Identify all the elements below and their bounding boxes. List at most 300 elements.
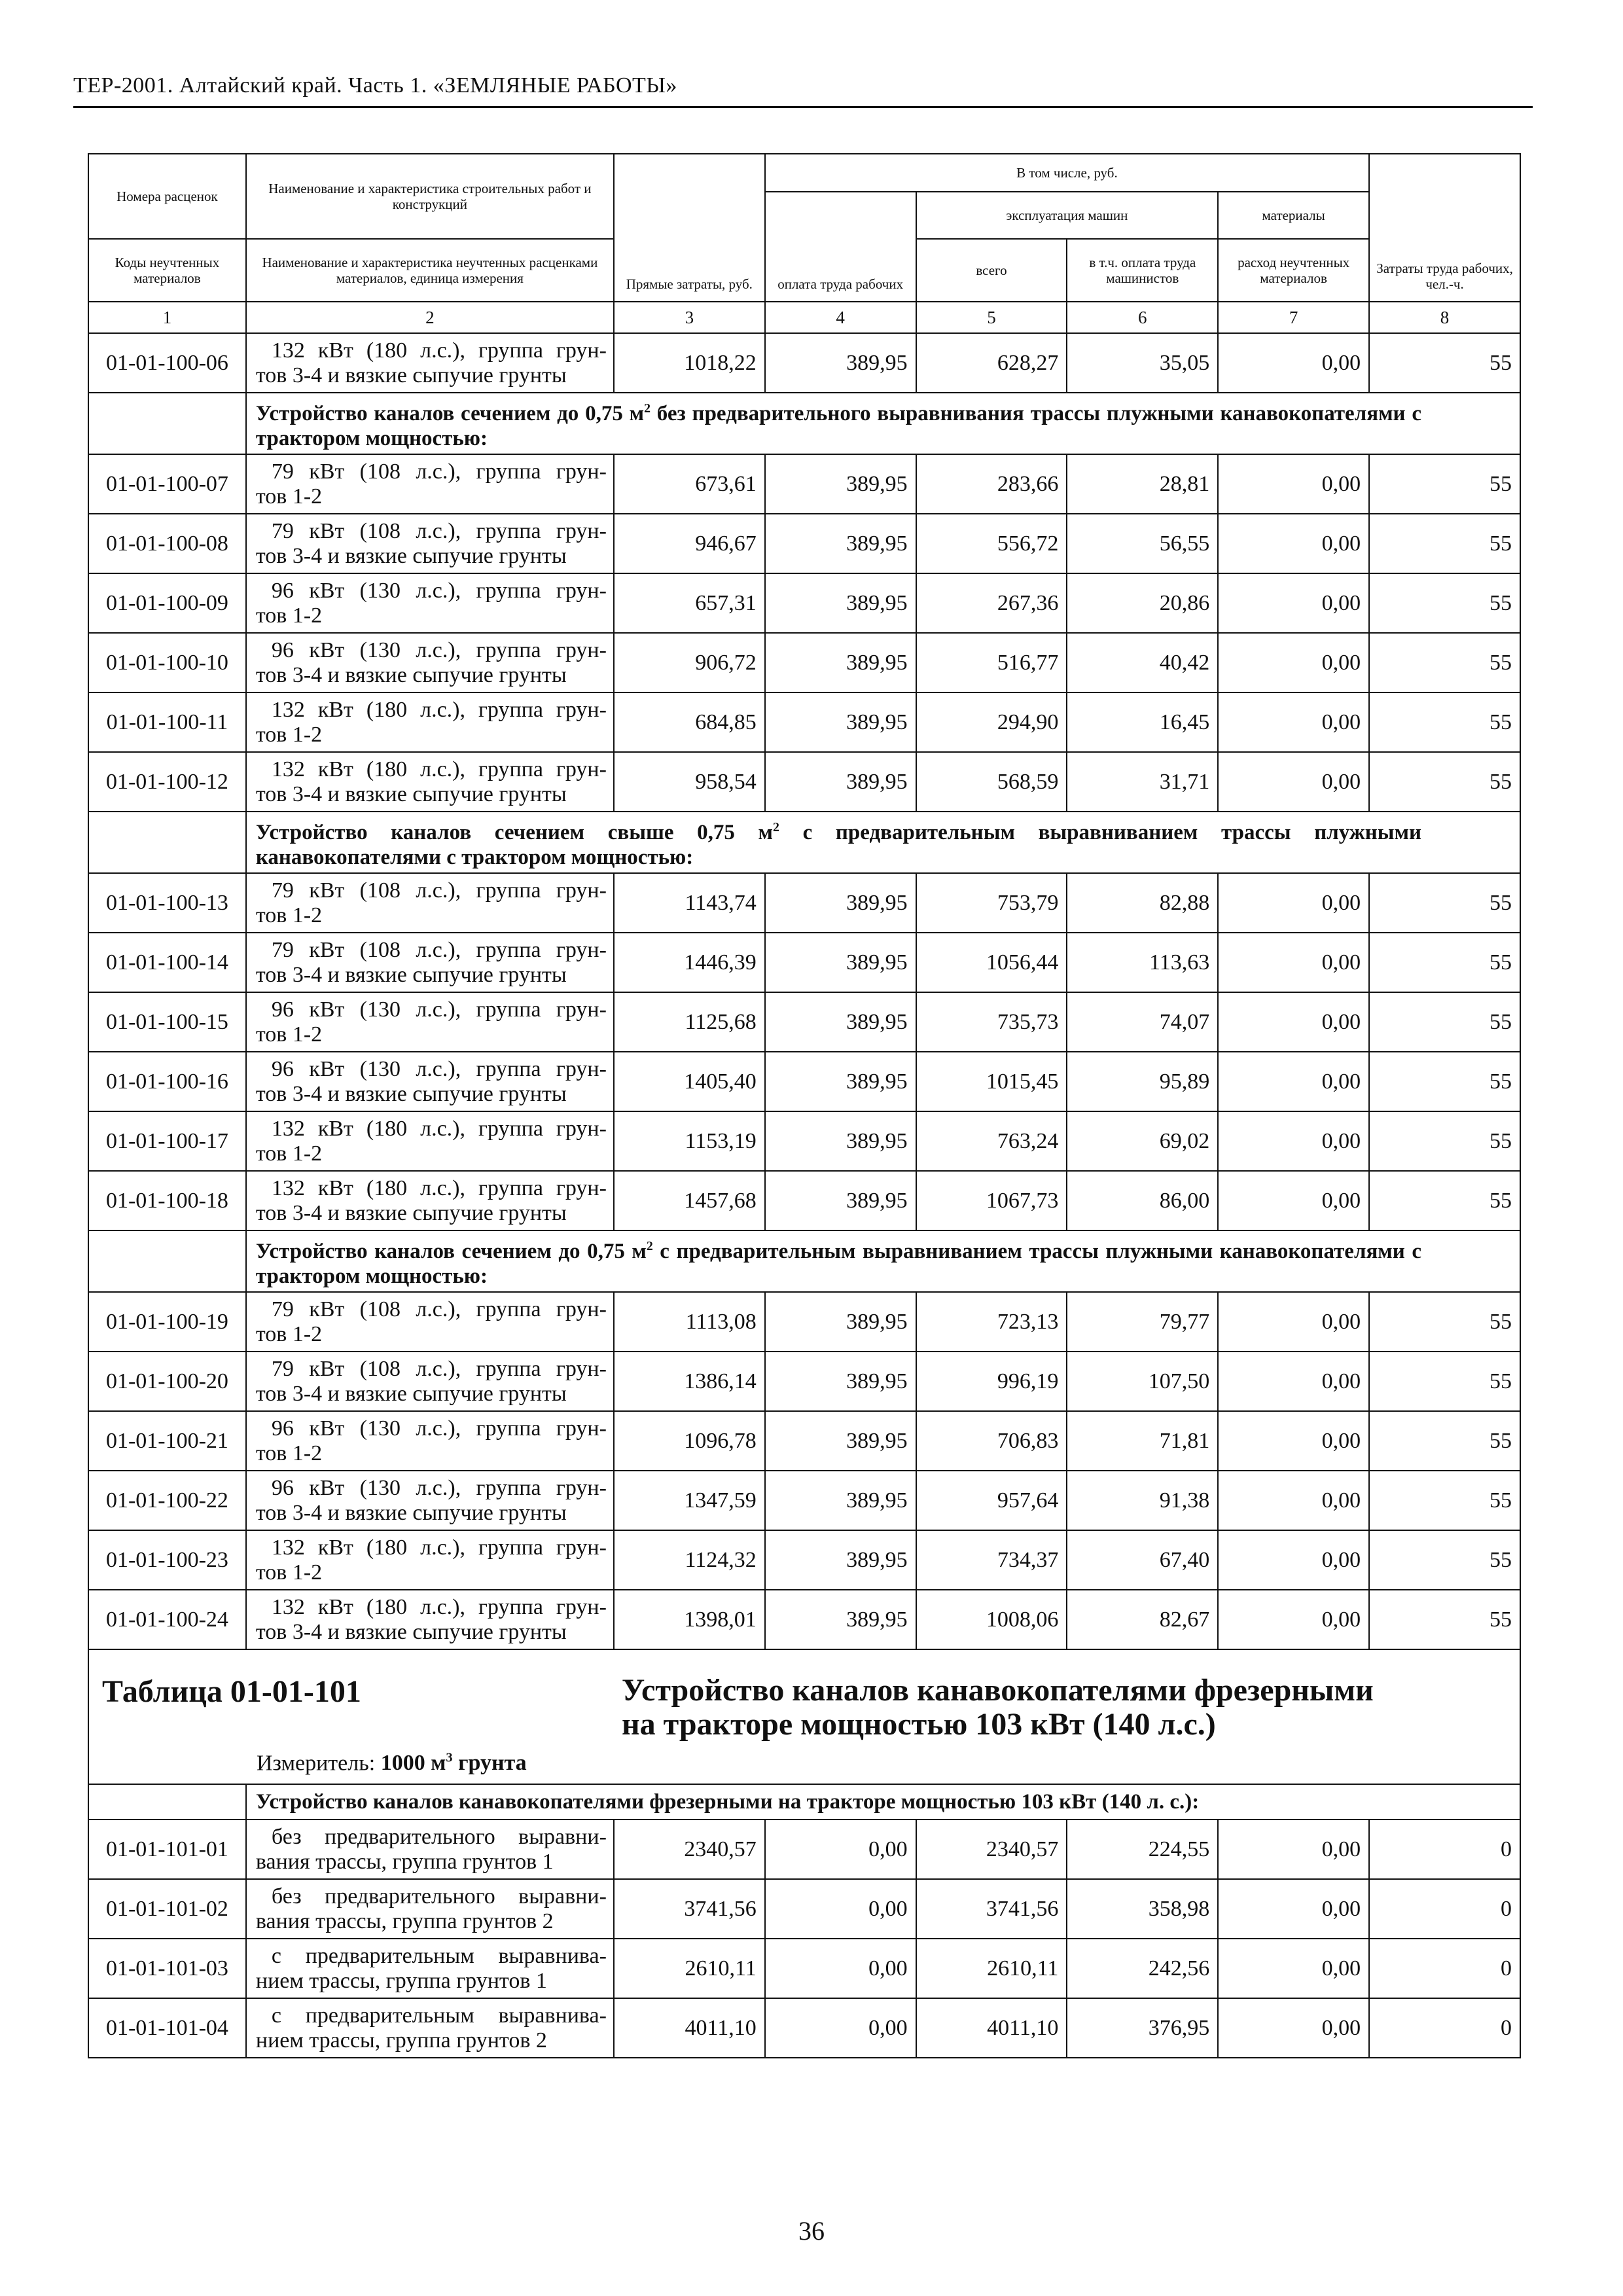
description-line: 132 кВт (180 л.с.), группа грун- [271, 1116, 607, 1141]
direct-costs-cell: 958,54 [614, 752, 765, 812]
labor-costs-cell: 0 [1369, 1879, 1520, 1939]
worker-pay-cell: 389,95 [765, 1352, 916, 1411]
operator-pay-cell: 56,55 [1067, 514, 1218, 573]
table-101-title-line: на тракторе мощностью 103 кВт (140 л.с.) [622, 1707, 1216, 1742]
section-blank [88, 1784, 246, 1820]
worker-pay-cell: 389,95 [765, 873, 916, 933]
column-number: 6 [1067, 302, 1218, 333]
labor-costs-cell: 55 [1369, 1411, 1520, 1471]
direct-costs-cell: 1457,68 [614, 1171, 765, 1230]
description-line: тов 3-4 и вязкие сыпучие грунты [255, 1619, 567, 1644]
table-body [88, 333, 1520, 2058]
table-row [88, 1590, 1520, 1649]
column-number: 2 [246, 302, 614, 333]
rate-code: 01-01-100-06 [88, 333, 246, 393]
description-line: без предварительного выравни- [271, 1824, 607, 1849]
operator-pay-cell: 69,02 [1067, 1111, 1218, 1171]
work-description [246, 1471, 614, 1530]
direct-costs-cell: 1125,68 [614, 992, 765, 1052]
operator-pay-cell: 71,81 [1067, 1411, 1218, 1471]
description-line: тов 1-2 [255, 484, 323, 509]
work-description [246, 1820, 614, 1879]
description-line: вания трассы, группа грунтов 2 [255, 1909, 554, 1933]
machine-total-cell: 516,77 [916, 633, 1067, 692]
machine-total-cell: 753,79 [916, 873, 1067, 933]
operator-pay-cell: 79,77 [1067, 1292, 1218, 1352]
column-number: 8 [1369, 302, 1520, 333]
rate-code: 01-01-100-12 [88, 752, 246, 812]
operator-pay-cell: 376,95 [1067, 1998, 1218, 2058]
table-101-heading-row [88, 1649, 1520, 1784]
materials-cell: 0,00 [1218, 1471, 1369, 1530]
machine-total-cell: 735,73 [916, 992, 1067, 1052]
worker-pay-cell: 389,95 [765, 1171, 916, 1230]
materials-cell: 0,00 [1218, 752, 1369, 812]
work-description [246, 1530, 614, 1590]
machine-total-cell: 957,64 [916, 1471, 1067, 1530]
table-101-title [622, 1674, 1374, 1742]
rate-code: 01-01-100-21 [88, 1411, 246, 1471]
section-title: Устройство каналов сечением до 0,75 м [255, 402, 645, 425]
direct-costs-cell: 1398,01 [614, 1590, 765, 1649]
work-description [246, 1879, 614, 1939]
rate-code: 01-01-101-01 [88, 1820, 246, 1879]
materials-cell: 0,00 [1218, 933, 1369, 992]
work-description [246, 633, 614, 692]
table-row [88, 333, 1520, 393]
work-description [246, 1171, 614, 1230]
machine-total-cell: 3741,56 [916, 1879, 1067, 1939]
description-line: 79 кВт (108 л.с.), группа грун- [271, 878, 607, 903]
description-line: с предварительным выравнива- [271, 1943, 607, 1968]
materials-cell: 0,00 [1218, 1171, 1369, 1230]
operator-pay-cell: 242,56 [1067, 1939, 1218, 1998]
work-description [246, 333, 614, 393]
col-machine-operation: эксплуатация машин [916, 192, 1219, 239]
machine-total-cell: 734,37 [916, 1530, 1067, 1590]
materials-cell: 0,00 [1218, 1590, 1369, 1649]
rate-code: 01-01-100-16 [88, 1052, 246, 1111]
table-101-label: Таблица 01-01-101 [102, 1674, 361, 1709]
work-description [246, 454, 614, 514]
work-description [246, 752, 614, 812]
col-materials: материалы [1218, 192, 1369, 239]
rate-code: 01-01-100-19 [88, 1292, 246, 1352]
section-cell [246, 393, 1520, 454]
worker-pay-cell: 389,95 [765, 1111, 916, 1171]
labor-costs-cell: 55 [1369, 752, 1520, 812]
description-line: 79 кВт (108 л.с.), группа грун- [271, 937, 607, 962]
table-row [88, 1111, 1520, 1171]
labor-costs-cell: 55 [1369, 1352, 1520, 1411]
description-line: 79 кВт (108 л.с.), группа грун- [271, 459, 607, 484]
direct-costs-cell: 1113,08 [614, 1292, 765, 1352]
measure-value: 1000 $м^3$ грунта [380, 1751, 527, 1776]
work-description [246, 1052, 614, 1111]
direct-costs-cell: 1096,78 [614, 1411, 765, 1471]
machine-total-cell: 2610,11 [916, 1939, 1067, 1998]
operator-pay-cell: 224,55 [1067, 1820, 1218, 1879]
rate-code: 01-01-100-09 [88, 573, 246, 633]
description-line: 132 кВт (180 л.с.), группа грун- [271, 757, 607, 781]
direct-costs-cell: 1143,74 [614, 873, 765, 933]
labor-costs-cell: 55 [1369, 514, 1520, 573]
direct-costs-cell: 946,67 [614, 514, 765, 573]
worker-pay-cell: 0,00 [765, 1820, 916, 1879]
col-total: всего [916, 239, 1067, 302]
table-row [88, 573, 1520, 633]
description-line: тов 1-2 [255, 1022, 323, 1047]
machine-total-cell: 294,90 [916, 692, 1067, 752]
section-row [88, 812, 1520, 873]
col-material-codes: Коды неучтенных материалов [88, 239, 246, 302]
column-number: 3 [614, 302, 765, 333]
labor-costs-cell: 55 [1369, 573, 1520, 633]
operator-pay-cell: 40,42 [1067, 633, 1218, 692]
operator-pay-cell: 82,67 [1067, 1590, 1218, 1649]
table-row [88, 1939, 1520, 1998]
materials-cell: 0,00 [1218, 1111, 1369, 1171]
worker-pay-cell: 389,95 [765, 692, 916, 752]
col-rate-numbers: Номера расценок [88, 154, 246, 239]
worker-pay-cell: 389,95 [765, 1530, 916, 1590]
description-line: тов 3-4 и вязкие сыпучие грунты [255, 543, 567, 568]
description-line: 96 кВт (130 л.с.), группа грун- [271, 578, 607, 603]
section-blank [88, 812, 246, 873]
direct-costs-cell: 1347,59 [614, 1471, 765, 1530]
materials-cell: 0,00 [1218, 454, 1369, 514]
description-line: 96 кВт (130 л.с.), группа грун- [271, 1475, 607, 1500]
rate-code: 01-01-100-22 [88, 1471, 246, 1530]
materials-cell: 0,00 [1218, 514, 1369, 573]
description-line: тов 1-2 [255, 903, 323, 927]
work-description [246, 514, 614, 573]
labor-costs-cell: 55 [1369, 1171, 1520, 1230]
machine-total-cell: 1015,45 [916, 1052, 1067, 1111]
table-row [88, 1052, 1520, 1111]
direct-costs-cell: 1018,22 [614, 333, 765, 393]
section-title: Устройство каналов сечением до 0,75 м [255, 1240, 647, 1263]
direct-costs-cell: 2340,57 [614, 1820, 765, 1879]
column-number: 7 [1218, 302, 1369, 333]
description-line: 132 кВт (180 л.с.), группа грун- [271, 1594, 607, 1619]
column-numbers-row [88, 302, 1520, 333]
labor-costs-cell: 55 [1369, 692, 1520, 752]
table-row [88, 1292, 1520, 1352]
labor-costs-cell: 55 [1369, 333, 1520, 393]
labor-costs-cell: 55 [1369, 1052, 1520, 1111]
worker-pay-cell: 389,95 [765, 633, 916, 692]
section-title-sup: 2 [646, 1239, 653, 1253]
section-cell [246, 812, 1520, 873]
work-description [246, 1590, 614, 1649]
machine-total-cell: 763,24 [916, 1111, 1067, 1171]
rate-code: 01-01-100-24 [88, 1590, 246, 1649]
direct-costs-cell: 1446,39 [614, 933, 765, 992]
machine-total-cell: 706,83 [916, 1411, 1067, 1471]
col-unaccounted-materials: расход неучтенных материалов [1218, 239, 1369, 302]
operator-pay-cell: 107,50 [1067, 1352, 1218, 1411]
description-line: 96 кВт (130 л.с.), группа грун- [271, 1056, 607, 1081]
machine-total-cell: 267,36 [916, 573, 1067, 633]
rate-code: 01-01-100-13 [88, 873, 246, 933]
description-line: нием трассы, группа грунтов 2 [255, 2028, 547, 2053]
machine-total-cell: 568,59 [916, 752, 1067, 812]
labor-costs-cell: 55 [1369, 1111, 1520, 1171]
description-line: тов 3-4 и вязкие сыпучие грунты [255, 662, 567, 687]
description-line: тов 3-4 и вязкие сыпучие грунты [255, 781, 567, 806]
materials-cell: 0,00 [1218, 633, 1369, 692]
labor-costs-cell: 55 [1369, 992, 1520, 1052]
section-blank [88, 1230, 246, 1292]
materials-cell: 0,00 [1218, 1052, 1369, 1111]
direct-costs-cell: 3741,56 [614, 1879, 765, 1939]
worker-pay-cell: 389,95 [765, 333, 916, 393]
rate-code: 01-01-101-02 [88, 1879, 246, 1939]
operator-pay-cell: 358,98 [1067, 1879, 1218, 1939]
column-number: 5 [916, 302, 1067, 333]
materials-cell: 0,00 [1218, 1530, 1369, 1590]
labor-costs-cell: 55 [1369, 1530, 1520, 1590]
table-row [88, 873, 1520, 933]
description-line: вания трассы, группа грунтов 1 [255, 1849, 554, 1874]
labor-costs-cell: 55 [1369, 454, 1520, 514]
machine-total-cell: 4011,10 [916, 1998, 1067, 2058]
description-line: тов 3-4 и вязкие сыпучие грунты [255, 1081, 567, 1106]
table-row [88, 1530, 1520, 1590]
section-title-cont: с предварительным выравниванием трассы плужными канавокопателями с трактором мощностью: [255, 821, 1422, 869]
measure-label: Измеритель: [257, 1751, 381, 1776]
labor-costs-cell: 55 [1369, 1590, 1520, 1649]
rate-code: 01-01-100-08 [88, 514, 246, 573]
rate-code: 01-01-100-11 [88, 692, 246, 752]
description-line: 132 кВт (180 л.с.), группа грун- [271, 1175, 607, 1200]
description-line: 132 кВт (180 л.с.), группа грун- [271, 338, 607, 363]
col-material-names: Наименование и характеристика неучтенных расценками материалов, единица измерения [246, 239, 614, 302]
description-line: тов 1-2 [255, 603, 323, 628]
worker-pay-cell: 389,95 [765, 1471, 916, 1530]
operator-pay-cell: 91,38 [1067, 1471, 1218, 1530]
description-line: 132 кВт (180 л.с.), группа грун- [271, 697, 607, 722]
table-101-title-line: Устройство каналов канавокопателями фрезерными [622, 1673, 1374, 1708]
machine-total-cell: 628,27 [916, 333, 1067, 393]
col-worker-pay: оплата труда рабочих [765, 192, 916, 302]
work-description [246, 873, 614, 933]
materials-cell: 0,00 [1218, 692, 1369, 752]
rate-code: 01-01-100-23 [88, 1530, 246, 1590]
description-line: 96 кВт (130 л.с.), группа грун- [271, 637, 607, 662]
work-description [246, 992, 614, 1052]
labor-costs-cell: 55 [1369, 633, 1520, 692]
materials-cell: 0,00 [1218, 573, 1369, 633]
work-description [246, 1411, 614, 1471]
table-row [88, 514, 1520, 573]
machine-total-cell: 1008,06 [916, 1590, 1067, 1649]
table-row [88, 752, 1520, 812]
labor-costs-cell: 55 [1369, 1471, 1520, 1530]
page-header: ТЕР-2001. Алтайский край. Часть 1. «ЗЕМЛЯНЫЕ РАБОТЫ» [73, 73, 677, 98]
description-line: 79 кВт (108 л.с.), группа грун- [271, 1356, 607, 1381]
description-line: с предварительным выравнива- [271, 2003, 607, 2028]
direct-costs-cell: 673,61 [614, 454, 765, 514]
labor-costs-cell: 0 [1369, 1939, 1520, 1998]
description-line: 132 кВт (180 л.с.), группа грун- [271, 1535, 607, 1560]
rate-code: 01-01-100-10 [88, 633, 246, 692]
worker-pay-cell: 389,95 [765, 514, 916, 573]
operator-pay-cell: 16,45 [1067, 692, 1218, 752]
labor-costs-cell: 55 [1369, 873, 1520, 933]
work-description [246, 1292, 614, 1352]
work-description [246, 1939, 614, 1998]
materials-cell: 0,00 [1218, 1352, 1369, 1411]
worker-pay-cell: 389,95 [765, 992, 916, 1052]
description-line: тов 1-2 [255, 1441, 323, 1465]
materials-cell: 0,00 [1218, 1879, 1369, 1939]
rate-code: 01-01-100-20 [88, 1352, 246, 1411]
operator-pay-cell: 28,81 [1067, 454, 1218, 514]
section-cell [246, 1784, 1520, 1820]
description-line: 79 кВт (108 л.с.), группа грун- [271, 1297, 607, 1321]
table-row [88, 933, 1520, 992]
direct-costs-cell: 1153,19 [614, 1111, 765, 1171]
machine-total-cell: 723,13 [916, 1292, 1067, 1352]
rates-table [88, 153, 1521, 2058]
description-line: без предварительного выравни- [271, 1884, 607, 1909]
description-line: 96 кВт (130 л.с.), группа грун- [271, 1416, 607, 1441]
worker-pay-cell: 0,00 [765, 1998, 916, 2058]
section-title-cont: с предварительным выравниванием трассы плужными канавокопателями с трактором мощностью: [255, 1240, 1421, 1288]
work-description [246, 933, 614, 992]
table-row [88, 1352, 1520, 1411]
direct-costs-cell: 657,31 [614, 573, 765, 633]
section-row [88, 1230, 1520, 1292]
labor-costs-cell: 55 [1369, 1292, 1520, 1352]
materials-cell: 0,00 [1218, 1998, 1369, 2058]
worker-pay-cell: 389,95 [765, 752, 916, 812]
materials-cell: 0,00 [1218, 333, 1369, 393]
description-line: тов 3-4 и вязкие сыпучие грунты [255, 1500, 567, 1525]
table-row [88, 1998, 1520, 2058]
work-description [246, 692, 614, 752]
col-direct-costs: Прямые затраты, руб. [614, 154, 765, 302]
rate-code: 01-01-101-04 [88, 1998, 246, 2058]
table-header [88, 154, 1520, 333]
section-row [88, 1784, 1520, 1820]
page-number: 36 [798, 2216, 825, 2246]
column-number: 1 [88, 302, 246, 333]
worker-pay-cell: 389,95 [765, 573, 916, 633]
table-row [88, 692, 1520, 752]
machine-total-cell: 283,66 [916, 454, 1067, 514]
direct-costs-cell: 684,85 [614, 692, 765, 752]
operator-pay-cell: 20,86 [1067, 573, 1218, 633]
col-including: В том числе, руб. [765, 154, 1369, 192]
header-rule [73, 106, 1533, 108]
worker-pay-cell: 389,95 [765, 1052, 916, 1111]
worker-pay-cell: 0,00 [765, 1939, 916, 1998]
rate-code: 01-01-100-15 [88, 992, 246, 1052]
table-101-heading [88, 1649, 1520, 1784]
table-row [88, 1879, 1520, 1939]
labor-costs-cell: 0 [1369, 1998, 1520, 2058]
machine-total-cell: 1067,73 [916, 1171, 1067, 1230]
section-title: Устройство каналов сечением свыше 0,75 м [255, 821, 774, 844]
rate-code: 01-01-101-03 [88, 1939, 246, 1998]
materials-cell: 0,00 [1218, 1820, 1369, 1879]
table-row [88, 1820, 1520, 1879]
description-line: тов 1-2 [255, 1141, 323, 1166]
operator-pay-cell: 74,07 [1067, 992, 1218, 1052]
table-101-measure [257, 1751, 527, 1776]
description-line: тов 1-2 [255, 1560, 323, 1585]
col-work-name: Наименование и характеристика строительных работ и конструкций [246, 154, 614, 239]
materials-cell: 0,00 [1218, 992, 1369, 1052]
column-number: 4 [765, 302, 916, 333]
table-row [88, 1411, 1520, 1471]
col-labor-costs: Затраты труда рабочих, чел.-ч. [1369, 154, 1520, 302]
machine-total-cell: 1056,44 [916, 933, 1067, 992]
description-line: 79 кВт (108 л.с.), группа грун- [271, 518, 607, 543]
rate-code: 01-01-100-18 [88, 1171, 246, 1230]
worker-pay-cell: 389,95 [765, 1590, 916, 1649]
direct-costs-cell: 1386,14 [614, 1352, 765, 1411]
rate-code: 01-01-100-17 [88, 1111, 246, 1171]
direct-costs-cell: 2610,11 [614, 1939, 765, 1998]
section-title: Устройство каналов канавокопателями фрезерными на тракторе мощностью 103 кВт (140 л. с.): [255, 1790, 1200, 1814]
section-cell [246, 1230, 1520, 1292]
work-description [246, 1111, 614, 1171]
labor-costs-cell: 0 [1369, 1820, 1520, 1879]
machine-total-cell: 2340,57 [916, 1820, 1067, 1879]
section-row [88, 393, 1520, 454]
direct-costs-cell: 906,72 [614, 633, 765, 692]
worker-pay-cell: 389,95 [765, 1292, 916, 1352]
work-description [246, 573, 614, 633]
materials-cell: 0,00 [1218, 1292, 1369, 1352]
rate-code: 01-01-100-07 [88, 454, 246, 514]
work-description [246, 1998, 614, 2058]
description-line: 96 кВт (130 л.с.), группа грун- [271, 997, 607, 1022]
machine-total-cell: 556,72 [916, 514, 1067, 573]
description-line: тов 3-4 и вязкие сыпучие грунты [255, 1200, 567, 1225]
operator-pay-cell: 67,40 [1067, 1530, 1218, 1590]
materials-cell: 0,00 [1218, 1939, 1369, 1998]
worker-pay-cell: 389,95 [765, 1411, 916, 1471]
section-title-sup: 2 [773, 820, 779, 834]
description-line: тов 3-4 и вязкие сыпучие грунты [255, 962, 567, 987]
description-line: нием трассы, группа грунтов 1 [255, 1968, 547, 1993]
direct-costs-cell: 1124,32 [614, 1530, 765, 1590]
operator-pay-cell: 31,71 [1067, 752, 1218, 812]
operator-pay-cell: 95,89 [1067, 1052, 1218, 1111]
worker-pay-cell: 389,95 [765, 933, 916, 992]
machine-total-cell: 996,19 [916, 1352, 1067, 1411]
description-line: тов 1-2 [255, 722, 323, 747]
worker-pay-cell: 389,95 [765, 454, 916, 514]
table-row [88, 454, 1520, 514]
description-line: тов 3-4 и вязкие сыпучие грунты [255, 1381, 567, 1406]
description-line: тов 3-4 и вязкие сыпучие грунты [255, 363, 567, 387]
worker-pay-cell: 0,00 [765, 1879, 916, 1939]
rate-code: 01-01-100-14 [88, 933, 246, 992]
materials-cell: 0,00 [1218, 1411, 1369, 1471]
operator-pay-cell: 86,00 [1067, 1171, 1218, 1230]
table-row [88, 992, 1520, 1052]
table-row [88, 1471, 1520, 1530]
table-row [88, 1171, 1520, 1230]
materials-cell: 0,00 [1218, 873, 1369, 933]
work-description [246, 1352, 614, 1411]
